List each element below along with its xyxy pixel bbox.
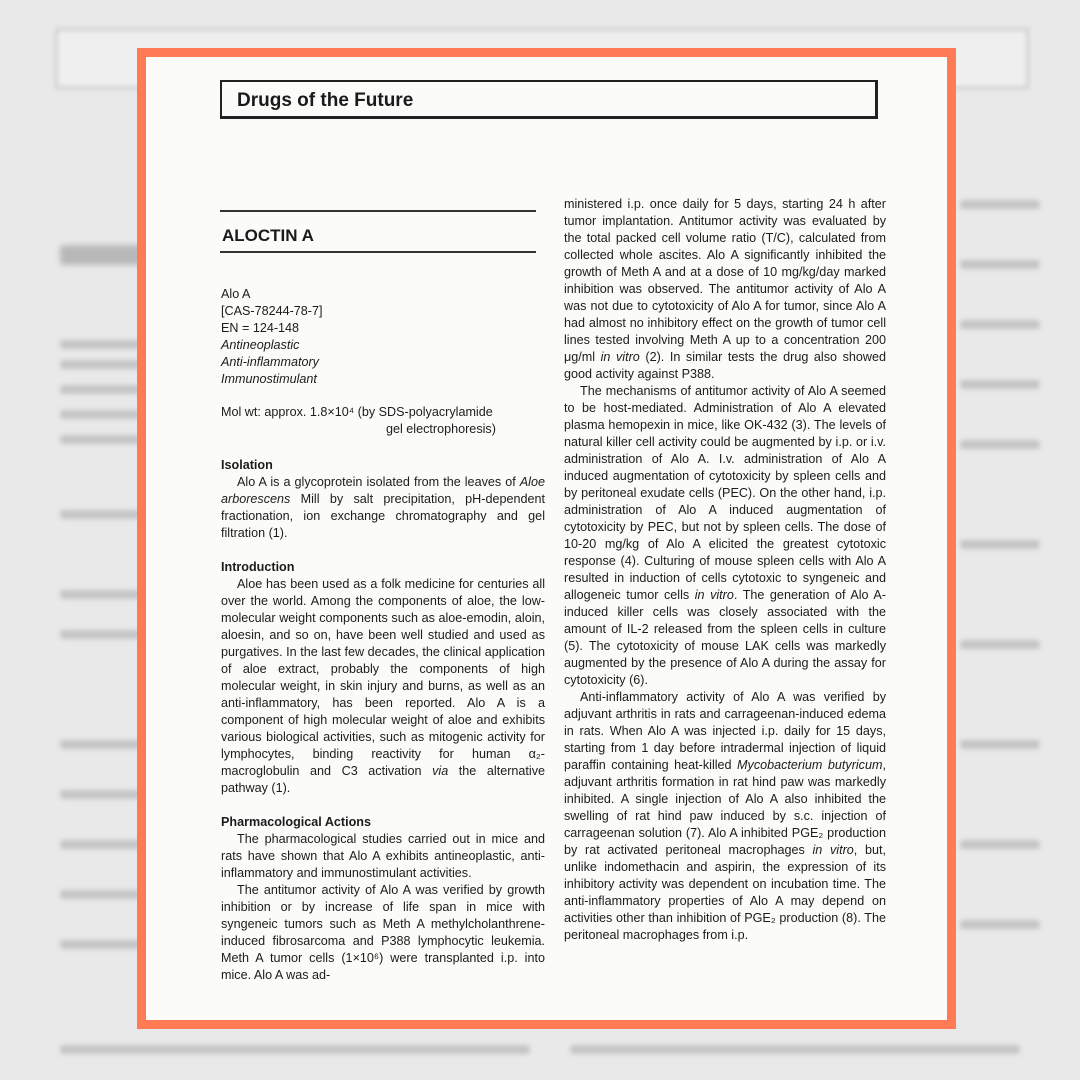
drug-metadata xyxy=(221,286,545,438)
background-line xyxy=(960,740,1040,749)
background-line xyxy=(960,640,1040,649)
background-line xyxy=(960,840,1040,849)
background-line xyxy=(960,200,1040,209)
background-line xyxy=(60,790,140,799)
mol-weight-line-2: gel electrophoresis) xyxy=(386,422,496,436)
background-line xyxy=(60,940,140,949)
journal-header-box xyxy=(220,80,878,119)
category-antineoplastic: Antineoplastic xyxy=(221,338,300,352)
pharmacology-paragraph-2-end: ministered i.p. once daily for 5 days, starting 24 h after tumor implantation. Antitumor activity was evaluated by the total packed cell volume ratio (T/C), calculated from collected whole ascites. Alo A significantly inhibited the growth of Meth A and at a dose of 10 mg/kg/day marked inhibition was observed. The antitumor activity of Alo A was not due to cytotoxicity of Alo A for tumor, since Alo A had almost no inhibitory effect on the growth of tumor cell lines tested involving Meth A up to a concentration 200 μg/ml in vitro (2). In similar tests the drug also showed good activity against P388. xyxy=(564,197,886,381)
background-line xyxy=(960,920,1040,929)
mol-weight-line-1: Mol wt: approx. 1.8×10⁴ (by SDS-polyacrylamide xyxy=(221,405,493,419)
introduction-heading: Introduction xyxy=(221,560,295,574)
article-title: ALOCTIN A xyxy=(222,226,314,245)
mechanism-paragraph: The mechanisms of antitumor activity of Alo A seemed to be host-mediated. Administration of Alo A elevated plasma hemopexin in mice, like OK-432 (3). The levels of natural killer cell activity could be augmented by i.p. or i.v. administration of Alo A. I.v. administration of Alo A induced augmentation of cytotoxicity by spleen cells and by peritoneal exudate cells (PEC). On the other hand, i.p. administration of Alo A induced augmentation of cytotoxicity by PEC, but not by spleen cells. The dose of 10-20 mg/kg of Alo A elicited the greatest cytotoxic response (4). Culturing of mouse spleen cells with Alo A resulted in induction of cells cytotoxic to syngeneic and allogeneic tumor cells in vitro. The generation of Alo A-induced killer cells was closely associated with the amount of IL-2 released from the spleen cells in culture (5). The cytotoxicity of mouse LAK cells was markedly augmented by the presence of Alo A during the assay for cytotoxicity (6). xyxy=(564,384,886,687)
en-number: EN = 124-148 xyxy=(221,321,300,335)
background-line xyxy=(60,360,140,369)
document-page xyxy=(146,57,947,1020)
pharmacology-section xyxy=(221,814,545,984)
category-immunostimulant: Immunostimulant xyxy=(221,372,317,386)
background-line xyxy=(960,380,1040,389)
pharmacology-paragraph-2-start: The antitumor activity of Alo A was verified by growth inhibition or by increase of life span in mice with syngeneic tumors such as Meth A methylcholanthrene-induced fibrosarcoma and P388 lymphocytic leukemia. Meth A tumor cells (1×10⁶) were transplanted i.p. into mice. Alo A was ad- xyxy=(221,883,545,982)
background-line xyxy=(960,540,1040,549)
background-line xyxy=(960,320,1040,329)
drug-name: Alo A xyxy=(221,287,251,301)
title-rule-top xyxy=(220,210,536,212)
title-rule-bottom xyxy=(220,251,536,253)
introduction-paragraph: Aloe has been used as a folk medicine for centuries all over the world. Among the components of aloe, the low-molecular weight components such as aloe-emodin, aloin, aloesin, and so on, have been well studied and used as purgatives. In the last few decades, the clinical application of aloe extract, probably the components of high molecular weight, in skin injury and burns, as well as an anti-inflammatory, has been reported. Alo A is a component of high molecular weight of aloe and exhibits various biological activities, such as mitogenic activity for lymphocytes, binding reactivity for human α₂-macroglobulin and C3 activation via the alternative pathway (1). xyxy=(221,577,545,795)
isolation-heading: Isolation xyxy=(221,458,273,472)
pharmacology-heading: Pharmacological Actions xyxy=(221,815,371,829)
background-line xyxy=(570,1045,1020,1054)
left-column xyxy=(221,286,545,984)
background-line xyxy=(960,260,1040,269)
background-line xyxy=(60,890,140,899)
pharmacology-paragraph-1: The pharmacological studies carried out in mice and rats have shown that Alo A exhibits antineoplastic, anti-inflammatory and immunostimulant activities. xyxy=(221,832,545,880)
background-line xyxy=(60,740,140,749)
background-line xyxy=(60,435,140,444)
background-line xyxy=(60,630,140,639)
isolation-section xyxy=(221,457,545,542)
background-line xyxy=(960,440,1040,449)
journal-title: Drugs of the Future xyxy=(237,90,414,111)
introduction-section xyxy=(221,559,545,797)
right-column xyxy=(564,196,886,944)
highlight-frame xyxy=(137,48,956,1029)
background-line xyxy=(60,410,140,419)
background-line xyxy=(60,840,140,849)
isolation-paragraph: Alo A is a glycoprotein isolated from the leaves of Aloe arborescens Mill by salt precipitation, pH-dependent fractionation, ion exchange chromatography and gel filtration (1). xyxy=(221,475,545,540)
mol-weight xyxy=(221,404,545,438)
cas-number: [CAS-78244-78-7] xyxy=(221,304,323,318)
background-line xyxy=(60,385,140,394)
category-anti-inflammatory: Anti-inflammatory xyxy=(221,355,319,369)
anti-inflammatory-paragraph: Anti-inflammatory activity of Alo A was verified by adjuvant arthritis in rats and carrageenan-induced edema in rats. When Alo A was injected i.p. daily for 15 days, starting from 1 day before intradermal injection of liquid paraffin containing heat-killed Mycobacterium butyricum, adjuvant arthritis formation in rat hind paw was markedly inhibited. A single injection of Alo A also inhibited the swelling of rat hind paw induced by s.c. injection of carrageenan solution (7). Alo A inhibited PGE₂ production by rat activated peritoneal macrophages in vitro, but, unlike indomethacin and aspirin, the expression of its inhibitory activity was dependent on incubation time. The anti-inflammatory properties of Alo A may depend on activities other than inhibition of PGE₂ production (8). The peritoneal macrophages from i.p. xyxy=(564,690,886,942)
background-line xyxy=(60,590,140,599)
background-line xyxy=(60,1045,530,1054)
background-line xyxy=(60,510,140,519)
background-line xyxy=(60,340,140,349)
